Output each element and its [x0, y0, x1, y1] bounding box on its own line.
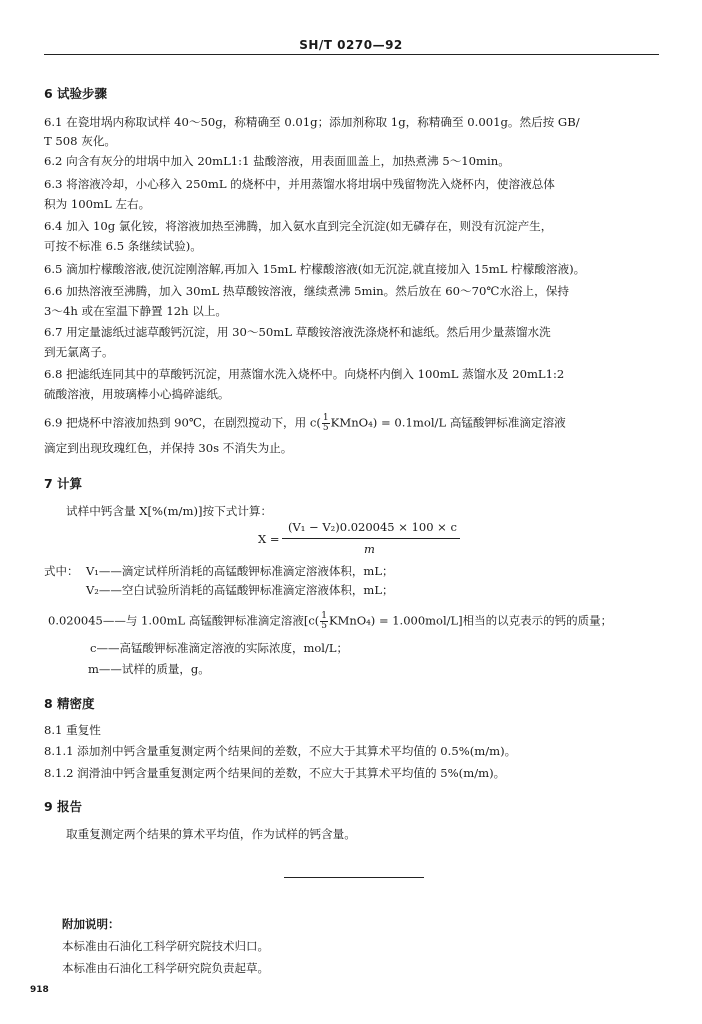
notes-title: 附加说明：	[62, 917, 120, 931]
step-6-4-line1: 6.4 加入 10g 氯化铵，将溶液加热至沸腾，加入氨水直到完全沉淀(如无磷存在，则没有沉淀产生，	[44, 219, 553, 233]
def-constant	[48, 612, 612, 631]
def-constant-post: KMnO₄) = 1.000mol/L]相当的以克表示的钙的质量；	[328, 613, 613, 628]
formula-fraction-bar	[282, 538, 460, 539]
step-6-3-line1: 6.3 将溶液冷却，小心移入 250mL 的烧杯中，并用蒸馏水将坩埚中残留物洗入烧杯内，使溶液总体	[44, 177, 555, 191]
step-6-7-line1: 6.7 用定量滤纸过滤草酸钙沉淀，用 30～50mL 草酸铵溶液洗涤烧杯和滤纸。然后用少量蒸馏水洗	[44, 325, 551, 339]
step-6-9-line1	[44, 414, 662, 433]
step-6-3-line2: 积为 100mL 左右。	[44, 197, 151, 211]
section-7-heading: 7 计算	[44, 476, 83, 491]
fraction-one-fifth-2	[320, 612, 328, 631]
step-6-1-line1: 6.1 在瓷坩埚内称取试样 40～50g，称精确至 0.01g；添加剂称取 1g，称精确至 0.001g。然后按 GB/	[44, 115, 580, 129]
step-6-9-text-pre: 6.9 把烧杯中溶液加热到 90℃，在剧烈搅动下，用 c(	[44, 415, 321, 430]
notes-line-1: 本标准由石油化工科学研究院技术归口。	[62, 939, 269, 953]
step-6-2: 6.2 向含有灰分的坩埚中加入 20mL1:1 盐酸溶液，用表面皿盖上，加热煮沸 5～10min。	[44, 154, 510, 168]
step-6-1-line2: T 508 灰化。	[44, 134, 117, 148]
step-6-8-line2: 硫酸溶液，用玻璃棒小心捣碎滤纸。	[44, 387, 230, 401]
calc-intro: 试样中钙含量 X[%(m/m)]按下式计算：	[66, 504, 273, 518]
step-6-9-text-post: KMnO₄) = 0.1mol/L 高锰酸钾标准滴定溶液	[330, 415, 566, 430]
def-m: m——试样的质量，g。	[88, 662, 210, 676]
def-v1: V₁——滴定试样所消耗的高锰酸钾标准滴定溶液体积，mL；	[86, 564, 394, 578]
document-header-title: SH/T 0270—92	[299, 38, 403, 52]
step-6-4-line2: 可按不标准 6.5 条继续试验)。	[44, 239, 202, 253]
precision-8-1-2: 8.1.2 润滑油中钙含量重复测定两个结果间的差数，不应大于其算术平均值的 5%(m/m)。	[44, 766, 506, 780]
step-6-9-line2: 滴定到出现玫瑰红色，并保持 30s 不消失为止。	[44, 441, 293, 455]
section-9-heading: 9 报告	[44, 799, 83, 814]
step-6-8-line1: 6.8 把滤纸连同其中的草酸钙沉淀，用蒸馏水洗入烧杯中。向烧杯内倒入 100mL 蒸馏水及 20mL1:2	[44, 367, 565, 381]
section-8-heading: 8 精密度	[44, 696, 95, 711]
fraction-numerator: 1	[321, 611, 327, 621]
header-rule	[44, 54, 659, 55]
fraction-numerator: 1	[322, 413, 329, 423]
fraction-one-fifth	[322, 414, 330, 433]
formula-numerator: (V₁ − V₂)0.020045 × 100 × c	[288, 520, 457, 534]
step-6-6-line1: 6.6 加热溶液至沸腾，加入 30mL 热草酸铵溶液，继续煮沸 5min。然后放在 60～70℃水浴上，保持	[44, 284, 569, 298]
formula-denominator: m	[364, 542, 375, 556]
fraction-denominator: 5	[322, 423, 329, 433]
step-6-7-line2: 到无氯离子。	[44, 345, 114, 359]
step-6-6-line2: 3～4h 或在室温下静置 12h 以上。	[44, 304, 228, 318]
def-constant-pre: 0.020045——与 1.00mL 高锰酸钾标准滴定溶液[c(	[48, 613, 320, 628]
section-6-heading: 6 试验步骤	[44, 86, 108, 101]
precision-8-1-1: 8.1.1 添加剂中钙含量重复测定两个结果间的差数，不应大于其算术平均值的 0.5%(m/m)。	[44, 744, 517, 758]
def-c: c——高锰酸钾标准滴定溶液的实际浓度，mol/L；	[90, 641, 348, 655]
step-6-5: 6.5 滴加柠檬酸溶液,使沉淀刚溶解,再加入 15mL 柠檬酸溶液(如无沉淀,就直接加入 15mL 柠檬酸溶液)。	[44, 262, 586, 276]
fraction-denominator: 5	[321, 621, 327, 631]
where-label: 式中：	[44, 564, 79, 578]
precision-8-1: 8.1 重复性	[44, 723, 101, 737]
report-text: 取重复测定两个结果的算术平均值，作为试样的钙含量。	[66, 827, 356, 841]
notes-line-2: 本标准由石油化工科学研究院负责起草。	[62, 961, 269, 975]
end-rule	[284, 877, 424, 878]
def-v2: V₂——空白试验所消耗的高锰酸钾标准滴定溶液体积，mL；	[86, 583, 394, 597]
page-number: 918	[30, 985, 49, 995]
formula-lhs: X =	[258, 532, 280, 546]
